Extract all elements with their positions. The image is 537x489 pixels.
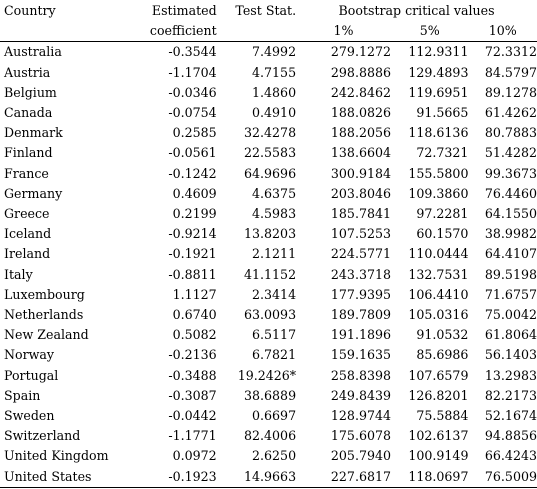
cell-country: Spain <box>4 387 41 403</box>
table-row <box>0 204 537 224</box>
table-row <box>0 164 537 184</box>
cell-critical-1pct: 159.1635 <box>330 347 391 363</box>
cell-critical-5pct: 91.5665 <box>416 105 469 121</box>
cell-country: Canada <box>4 105 53 121</box>
cell-coefficient: -0.1921 <box>168 246 217 262</box>
cell-critical-1pct: 224.5771 <box>330 246 391 262</box>
cell-test-stat: 2.3414 <box>252 286 297 302</box>
cell-critical-10pct: 61.4262 <box>484 105 537 121</box>
cell-critical-5pct: 109.3860 <box>408 185 469 201</box>
header-blank-2 <box>217 21 296 42</box>
cell-critical-10pct: 82.2173 <box>484 387 537 403</box>
table-row <box>0 63 537 83</box>
cell-critical-10pct: 76.4460 <box>484 185 537 201</box>
cell-critical-5pct: 155.5800 <box>408 165 469 181</box>
cell-critical-5pct: 100.9149 <box>408 448 469 464</box>
table-row <box>0 345 537 365</box>
cell-critical-5pct: 102.6137 <box>408 428 469 444</box>
header-row-2 <box>0 21 537 42</box>
cell-test-stat: 6.5117 <box>252 327 297 343</box>
header-p5: 5% <box>419 23 440 39</box>
cell-critical-1pct: 191.1896 <box>330 327 391 343</box>
cell-critical-1pct: 279.1272 <box>296 42 391 63</box>
cell-coefficient: -0.3544 <box>131 42 216 63</box>
cell-critical-5pct: 119.6951 <box>408 84 469 100</box>
cell-critical-1pct: 138.6604 <box>330 145 391 161</box>
cell-country: Finland <box>4 145 53 161</box>
cell-test-stat: 63.0093 <box>244 307 297 323</box>
cell-test-stat: 38.6889 <box>244 387 297 403</box>
cell-test-stat: 82.4006 <box>244 428 297 444</box>
cell-test-stat: 14.9663 <box>217 467 296 488</box>
cell-coefficient: -0.8811 <box>168 266 217 282</box>
cell-coefficient: 0.2199 <box>172 206 217 222</box>
cell-critical-10pct: 64.1550 <box>484 206 537 222</box>
cell-critical-1pct: 128.9744 <box>330 408 391 424</box>
cell-critical-1pct: 205.7940 <box>330 448 391 464</box>
cell-critical-5pct: 118.0697 <box>391 467 468 488</box>
table-row <box>0 325 537 345</box>
cell-country: United Kingdom <box>4 448 109 464</box>
cell-test-stat: 7.4992 <box>217 42 296 63</box>
cell-test-stat: 41.1152 <box>244 266 297 282</box>
cell-critical-10pct: 99.3673 <box>484 165 537 181</box>
cell-coefficient: -0.0442 <box>168 408 217 424</box>
table-row <box>0 103 537 123</box>
cell-coefficient: -0.0754 <box>168 105 217 121</box>
header-estimated-line2: coefficient <box>149 23 217 39</box>
header-bootstrap: Bootstrap critical values <box>338 3 495 18</box>
table-row <box>0 305 537 325</box>
cell-test-stat: 4.7155 <box>252 64 297 80</box>
cell-country: Ireland <box>4 246 51 262</box>
cell-critical-1pct: 185.7841 <box>330 206 391 222</box>
cell-critical-10pct: 71.6757 <box>484 286 537 302</box>
table-row <box>0 143 537 163</box>
table-row <box>0 184 537 204</box>
cell-country: Australia <box>0 42 131 63</box>
cell-critical-10pct: 89.5198 <box>484 266 537 282</box>
cell-critical-1pct: 258.8398 <box>330 367 391 383</box>
cell-critical-1pct: 177.9395 <box>330 286 391 302</box>
cell-critical-10pct: 52.1674 <box>484 408 537 424</box>
cell-critical-10pct: 56.1403 <box>484 347 537 363</box>
cell-critical-10pct: 84.5797 <box>484 64 537 80</box>
cell-critical-5pct: 126.8201 <box>408 387 469 403</box>
cell-critical-1pct: 298.8886 <box>330 64 391 80</box>
cell-critical-5pct: 129.4893 <box>408 64 469 80</box>
table-row <box>0 123 537 143</box>
cell-critical-10pct: 61.8064 <box>484 327 537 343</box>
table-row <box>0 244 537 264</box>
cell-test-stat: 4.6375 <box>252 185 297 201</box>
bootstrap-results-table <box>0 1 537 488</box>
table-row <box>0 426 537 446</box>
cell-critical-5pct: 97.2281 <box>416 206 469 222</box>
cell-coefficient: -1.1704 <box>168 64 217 80</box>
cell-country: Belgium <box>4 84 57 100</box>
cell-country: New Zealand <box>4 327 89 343</box>
cell-test-stat: 2.1211 <box>252 246 297 262</box>
cell-country: France <box>4 165 49 181</box>
cell-test-stat: 22.5583 <box>244 145 297 161</box>
header-country: Country <box>4 3 56 18</box>
table-row <box>0 42 537 63</box>
cell-critical-10pct: 13.2983 <box>484 367 537 383</box>
header-estimated-line1: Estimated <box>151 3 217 18</box>
cell-critical-1pct: 188.2056 <box>330 125 391 141</box>
cell-critical-5pct: 60.1570 <box>416 226 469 242</box>
header-blank <box>0 21 131 42</box>
cell-country: Denmark <box>4 125 63 141</box>
cell-critical-10pct: 89.1278 <box>484 84 537 100</box>
header-row-1 <box>0 1 537 21</box>
table-row <box>0 406 537 426</box>
cell-test-stat: 1.4860 <box>252 84 297 100</box>
header-p10: 10% <box>488 23 517 39</box>
cell-country: Switzerland <box>4 428 81 444</box>
cell-coefficient: 0.6740 <box>172 307 217 323</box>
cell-coefficient: -0.1923 <box>131 467 216 488</box>
cell-critical-10pct: 76.5009 <box>468 467 537 488</box>
cell-test-stat: 64.9696 <box>244 165 297 181</box>
table-row <box>0 265 537 285</box>
cell-critical-1pct: 175.6078 <box>330 428 391 444</box>
table-row <box>0 366 537 386</box>
cell-coefficient: -0.9214 <box>168 226 217 242</box>
table-row <box>0 285 537 305</box>
cell-test-stat: 4.5983 <box>252 206 297 222</box>
header-test-stat: Test Stat. <box>235 3 297 18</box>
cell-country: Italy <box>4 266 33 282</box>
table-row <box>0 446 537 466</box>
cell-coefficient: -0.3087 <box>168 387 217 403</box>
cell-country: United States <box>0 467 131 488</box>
cell-test-stat: 19.2426* <box>237 367 297 383</box>
cell-critical-1pct: 300.9184 <box>330 165 391 181</box>
cell-critical-1pct: 188.0826 <box>330 105 391 121</box>
cell-critical-10pct: 80.7883 <box>484 125 537 141</box>
cell-critical-5pct: 72.7321 <box>416 145 469 161</box>
table-row <box>0 467 537 488</box>
cell-test-stat: 2.6250 <box>252 448 297 464</box>
cell-critical-5pct: 112.9311 <box>391 42 468 63</box>
cell-country: Iceland <box>4 226 52 242</box>
cell-coefficient: 0.5082 <box>172 327 217 343</box>
cell-coefficient: -0.1242 <box>168 165 217 181</box>
table-body <box>0 42 537 487</box>
cell-test-stat: 32.4278 <box>244 125 297 141</box>
cell-critical-10pct: 51.4282 <box>484 145 537 161</box>
cell-critical-1pct: 189.7809 <box>330 307 391 323</box>
cell-critical-10pct: 75.0042 <box>484 307 537 323</box>
cell-critical-5pct: 118.6136 <box>408 125 469 141</box>
cell-coefficient: -0.0561 <box>168 145 217 161</box>
table-row <box>0 224 537 244</box>
cell-country: Germany <box>4 185 63 201</box>
table-row <box>0 386 537 406</box>
cell-coefficient: -1.1771 <box>168 428 217 444</box>
cell-test-stat: 6.7821 <box>252 347 297 363</box>
cell-critical-5pct: 105.0316 <box>408 307 469 323</box>
cell-critical-10pct: 72.3312 <box>468 42 537 63</box>
cell-coefficient: 0.4609 <box>172 185 217 201</box>
cell-country: Greece <box>4 206 50 222</box>
cell-country: Norway <box>4 347 55 363</box>
cell-critical-1pct: 249.8439 <box>330 387 391 403</box>
cell-country: Austria <box>4 64 51 80</box>
table-row <box>0 83 537 103</box>
cell-critical-1pct: 243.3718 <box>330 266 391 282</box>
cell-critical-5pct: 107.6579 <box>408 367 469 383</box>
cell-critical-5pct: 110.0444 <box>408 246 469 262</box>
cell-coefficient: 0.2585 <box>172 125 217 141</box>
cell-coefficient: -0.3488 <box>168 367 217 383</box>
cell-coefficient: 1.1127 <box>172 286 217 302</box>
cell-country: Netherlands <box>4 307 84 323</box>
cell-critical-10pct: 66.4243 <box>484 448 537 464</box>
cell-test-stat: 0.6697 <box>252 408 297 424</box>
cell-critical-5pct: 132.7531 <box>408 266 469 282</box>
cell-critical-1pct: 242.8462 <box>330 84 391 100</box>
cell-critical-10pct: 64.4107 <box>484 246 537 262</box>
cell-coefficient: -0.2136 <box>168 347 217 363</box>
cell-critical-5pct: 106.4410 <box>408 286 469 302</box>
cell-test-stat: 13.8203 <box>244 226 297 242</box>
cell-coefficient: -0.0346 <box>168 84 217 100</box>
cell-test-stat: 0.4910 <box>252 105 297 121</box>
cell-critical-5pct: 85.6986 <box>416 347 469 363</box>
cell-critical-1pct: 107.5253 <box>330 226 391 242</box>
cell-critical-10pct: 38.9982 <box>484 226 537 242</box>
cell-critical-10pct: 94.8856 <box>484 428 537 444</box>
cell-country: Portugal <box>4 367 59 383</box>
cell-country: Luxembourg <box>4 286 85 302</box>
cell-country: Sweden <box>4 408 55 424</box>
cell-coefficient: 0.0972 <box>172 448 217 464</box>
cell-critical-1pct: 227.6817 <box>296 467 391 488</box>
header-p1: 1% <box>333 23 354 39</box>
table-header <box>0 1 537 42</box>
cell-critical-1pct: 203.8046 <box>330 185 391 201</box>
cell-critical-5pct: 91.0532 <box>416 327 469 343</box>
cell-critical-5pct: 75.5884 <box>416 408 469 424</box>
